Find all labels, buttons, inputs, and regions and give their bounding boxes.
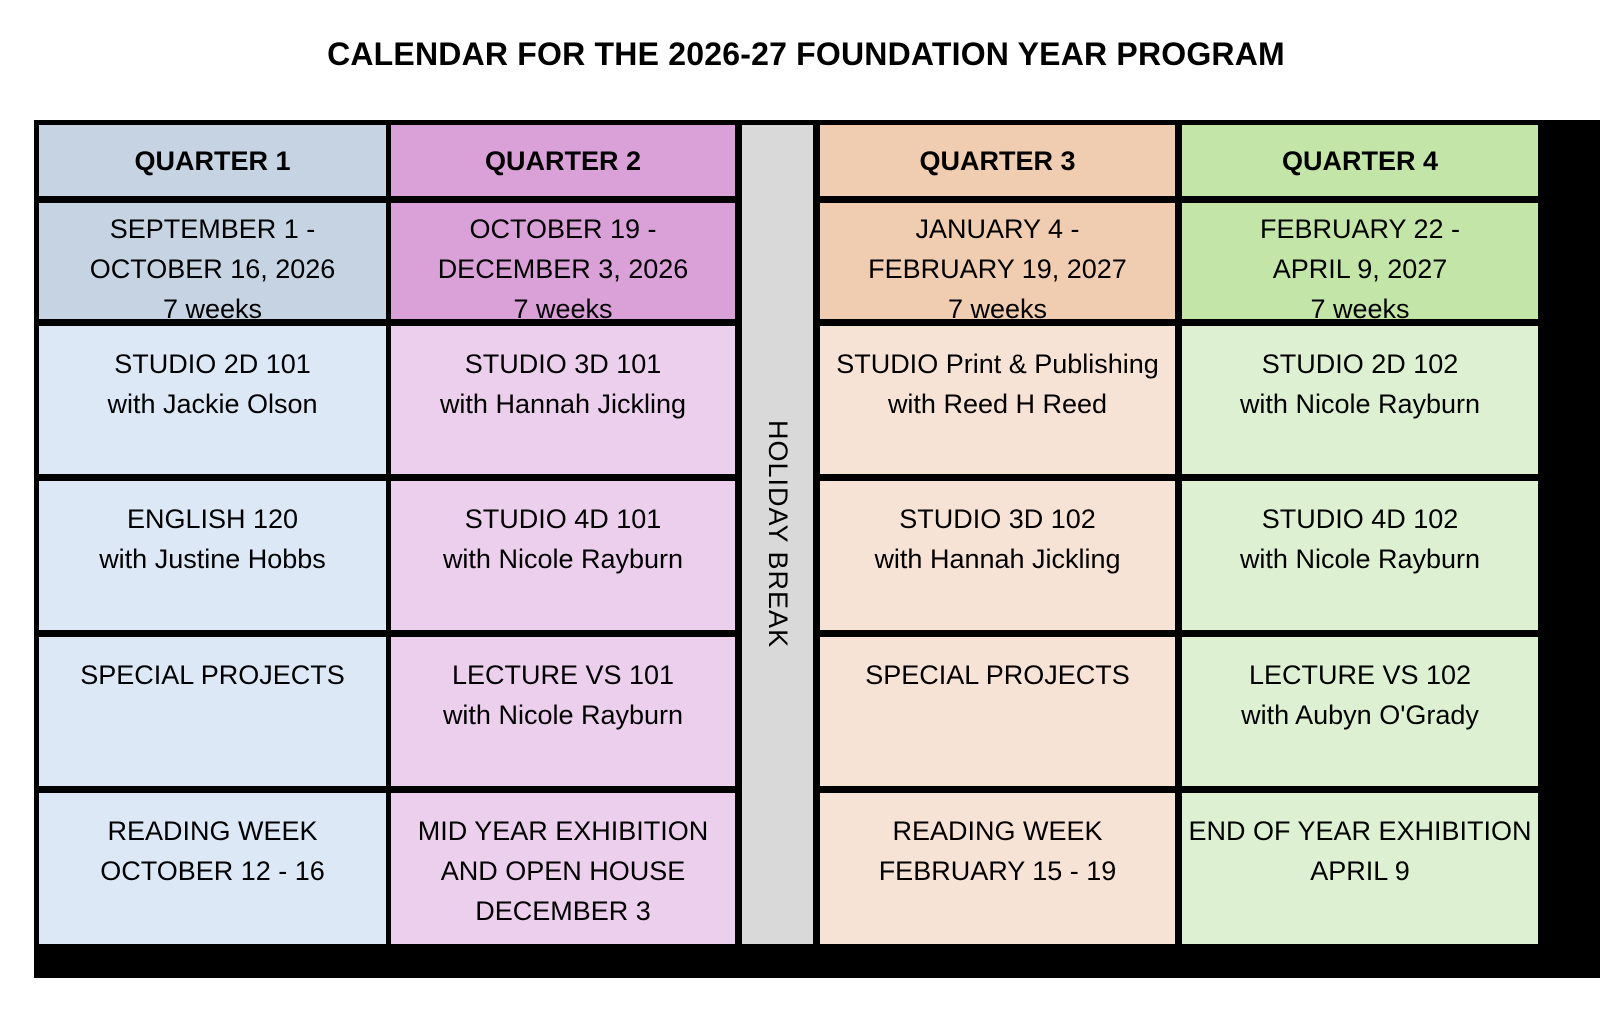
cell-line: DECEMBER 3 xyxy=(475,896,651,926)
quarter-4-course-cell xyxy=(1182,637,1538,786)
cell-line: JANUARY 4 - xyxy=(915,214,1080,244)
cell-line: with Hannah Jickling xyxy=(874,544,1121,574)
cell-line: with Justine Hobbs xyxy=(99,544,326,574)
cell-line: OCTOBER 12 - 16 xyxy=(100,856,325,886)
cell-line: STUDIO 4D 102 xyxy=(1261,504,1459,534)
quarter-3-course-cell xyxy=(820,637,1175,786)
cell-line: FEBRUARY 19, 2027 xyxy=(868,254,1127,284)
quarter-2-course-cell xyxy=(391,637,735,786)
cell-line: END OF YEAR EXHIBITION xyxy=(1188,816,1532,846)
cell-line: ENGLISH 120 xyxy=(126,504,299,534)
quarter-4-course-cell xyxy=(1182,793,1538,944)
calendar-table xyxy=(34,120,1600,978)
cell-line: STUDIO 4D 101 xyxy=(464,504,662,534)
quarter-3-course-cell xyxy=(820,481,1175,630)
quarter-2-course-cell xyxy=(391,481,735,630)
cell-line: FEBRUARY 22 - xyxy=(1259,214,1461,244)
cell-line: MID YEAR EXHIBITION xyxy=(417,816,709,846)
quarter-1-course-cell xyxy=(39,637,386,786)
cell-line: APRIL 9 xyxy=(1310,856,1410,886)
quarter-4-dates xyxy=(1182,203,1538,324)
cell-line: 7 weeks xyxy=(162,294,263,324)
cell-line: FEBRUARY 15 - 19 xyxy=(878,856,1117,886)
cell-line: OCTOBER 19 - xyxy=(469,214,657,244)
quarter-1-course-cell xyxy=(39,793,386,944)
cell-line: DECEMBER 3, 2026 xyxy=(437,254,689,284)
cell-line: READING WEEK xyxy=(892,816,1103,846)
holiday-break-column xyxy=(742,125,813,944)
cell-line: STUDIO 2D 101 xyxy=(114,349,311,379)
quarter-1-course-cell xyxy=(39,481,386,630)
holiday-break-label: HOLIDAY BREAK xyxy=(763,420,793,649)
cell-line: SPECIAL PROJECTS xyxy=(80,660,345,690)
cell-line: OCTOBER 16, 2026 xyxy=(89,254,336,284)
cell-line: STUDIO 3D 102 xyxy=(899,504,1096,534)
cell-line: with Nicole Rayburn xyxy=(442,544,684,574)
quarter-2-course-cell xyxy=(391,793,735,944)
cell-line: with Nicole Rayburn xyxy=(442,700,684,730)
quarter-4-header: QUARTER 4 xyxy=(1182,125,1538,196)
cell-line: with Jackie Olson xyxy=(107,389,318,419)
cell-line: READING WEEK xyxy=(107,816,318,846)
cell-line: SPECIAL PROJECTS xyxy=(865,660,1130,690)
cell-line: STUDIO 2D 102 xyxy=(1261,349,1459,379)
cell-line: 7 weeks xyxy=(947,294,1048,324)
quarter-2-dates xyxy=(391,203,735,324)
quarter-3-header: QUARTER 3 xyxy=(820,125,1175,196)
quarter-1-dates xyxy=(39,203,386,324)
quarter-3-course-cell xyxy=(820,326,1175,474)
quarter-1-header: QUARTER 1 xyxy=(39,125,386,196)
cell-line: AND OPEN HOUSE xyxy=(440,856,686,886)
cell-line: with Aubyn O'Grady xyxy=(1241,700,1479,730)
cell-line: LECTURE VS 101 xyxy=(451,660,675,690)
quarter-3-dates xyxy=(820,203,1175,324)
cell-line: with Reed H Reed xyxy=(887,389,1108,419)
page-title: CALENDAR FOR THE 2026-27 FOUNDATION YEAR PROGRAM xyxy=(327,36,1285,72)
cell-line: STUDIO Print & Publishing xyxy=(836,349,1159,379)
cell-line: SEPTEMBER 1 - xyxy=(109,214,316,244)
cell-line: STUDIO 3D 101 xyxy=(464,349,662,379)
quarter-1-course-cell xyxy=(39,326,386,474)
cell-line: 7 weeks xyxy=(513,294,613,324)
cell-line: with Nicole Rayburn xyxy=(1239,544,1481,574)
quarter-2-header: QUARTER 2 xyxy=(391,125,735,196)
cell-line: APRIL 9, 2027 xyxy=(1272,254,1448,284)
quarter-4-course-cell xyxy=(1182,481,1538,630)
cell-line: with Hannah Jickling xyxy=(439,389,687,419)
quarter-4-course-cell xyxy=(1182,326,1538,474)
cell-line: LECTURE VS 102 xyxy=(1248,660,1472,690)
quarter-2-course-cell xyxy=(391,326,735,474)
quarter-3-course-cell xyxy=(820,793,1175,944)
cell-line: 7 weeks xyxy=(1310,294,1410,324)
cell-line: with Nicole Rayburn xyxy=(1239,389,1481,419)
